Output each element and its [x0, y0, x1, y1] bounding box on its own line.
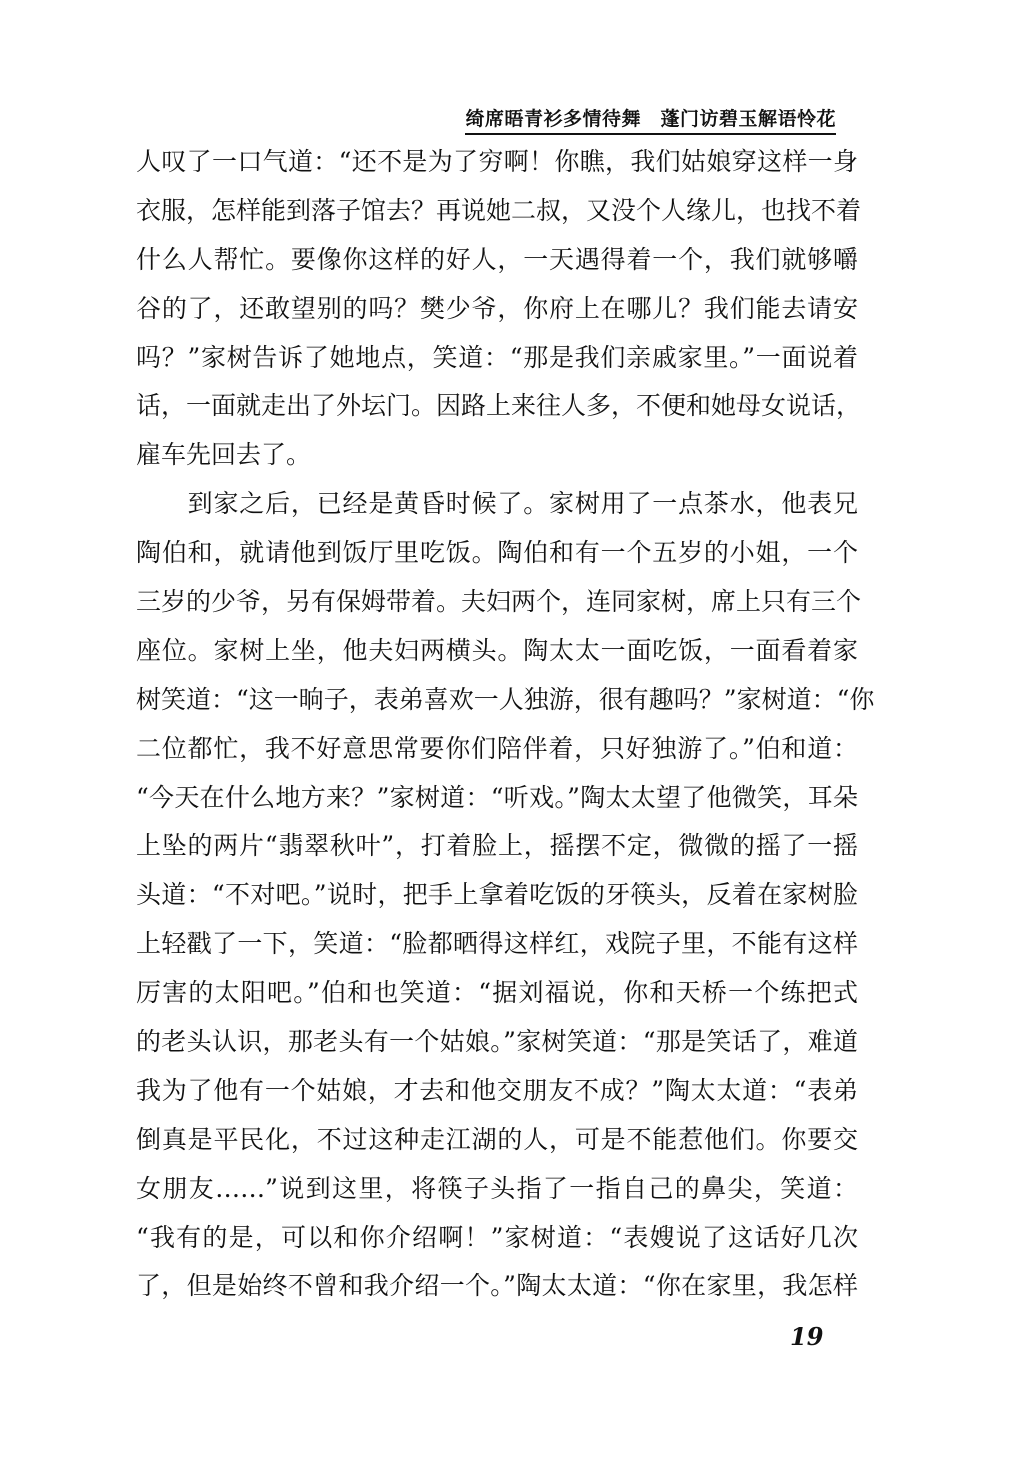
text-line: 什么人帮忙。要像你这样的好人，一天遇得着一个，我们就够嚼 — [136, 244, 858, 274]
text-line: 衣服，怎样能到落子馆去？再说她二叔，又没个人缘儿，也找不着 — [136, 195, 862, 225]
text-line: 座位。家树上坐，他夫妇两横头。陶太太一面吃饭，一面看着家 — [136, 635, 858, 665]
text-line: 二位都忙，我不好意思常要你们陪伴着，只好独游了。”伯和道： — [136, 733, 858, 763]
text-line: 三岁的少爷，另有保姆带着。夫妇两个，连同家树，席上只有三个 — [136, 587, 862, 617]
body-text — [136, 138, 875, 1311]
page-number: 19 — [790, 1322, 824, 1351]
text-line: 头道：“不对吧。”说时，把手上拿着吃饭的牙筷头，反着在家树脸 — [136, 880, 858, 910]
text-line: 人叹了一口气道：“还不是为了穷啊！你瞧，我们姑娘穿这样一身 — [136, 147, 858, 176]
text-line: 树笑道：“这一晌子，表弟喜欢一人独游，很有趣吗？”家树道：“你 — [136, 684, 875, 714]
text-line: 谷的了，还敢望别的吗？樊少爷，你府上在哪儿？我们能去请安 — [136, 293, 858, 323]
text-line: “今天在什么地方来？”家树道：“听戏。”陶太太望了他微笑，耳朵 — [136, 782, 858, 812]
text-line: 陶伯和，就请他到饭厅里吃饭。陶伯和有一个五岁的小姐，一个 — [136, 538, 858, 568]
text-line: 了，但是始终不曾和我介绍一个。”陶太太道：“你在家里，我怎样 — [136, 1271, 858, 1301]
text-line: 厉害的太阳吧。”伯和也笑道：“据刘福说，你和天桥一个练把式 — [136, 978, 858, 1008]
text-line: 倒真是平民化，不过这种走江湖的人，可是不能惹他们。你要交 — [136, 1124, 858, 1154]
text-line: “我有的是，可以和你介绍啊！”家树道：“表嫂说了这话好几次 — [136, 1222, 858, 1252]
text-line: 到家之后，已经是黄昏时候了。家树用了一点茶水，他表兄 — [136, 489, 858, 519]
text-line: 上坠的两片“翡翠秋叶”，打着脸上，摇摆不定，微微的摇了一摇 — [136, 831, 858, 861]
running-header-title: 绮席晤青衫多情待舞 蓬门访碧玉解语怜花 — [465, 108, 836, 130]
text-line: 的老头认识，那老头有一个姑娘。”家树笑道：“那是笑话了，难道 — [136, 1027, 858, 1057]
text-line: 雇车先回去了。 — [136, 440, 312, 470]
text-line: 上轻戳了一下，笑道：“脸都晒得这样红，戏院子里，不能有这样 — [136, 929, 858, 959]
header-underline — [465, 133, 836, 135]
text-line: 吗？”家树告诉了她地点，笑道：“那是我们亲戚家里。”一面说着 — [136, 342, 858, 372]
text-line: 我为了他有一个姑娘，才去和他交朋友不成？”陶太太道：“表弟 — [136, 1075, 858, 1105]
text-line: 话，一面就走出了外坛门。因路上来往人多，不便和她母女说话， — [136, 391, 862, 421]
running-header — [465, 104, 836, 131]
text-line: 女朋友……”说到这里，将筷子头指了一指自己的鼻尖，笑道： — [136, 1173, 858, 1203]
